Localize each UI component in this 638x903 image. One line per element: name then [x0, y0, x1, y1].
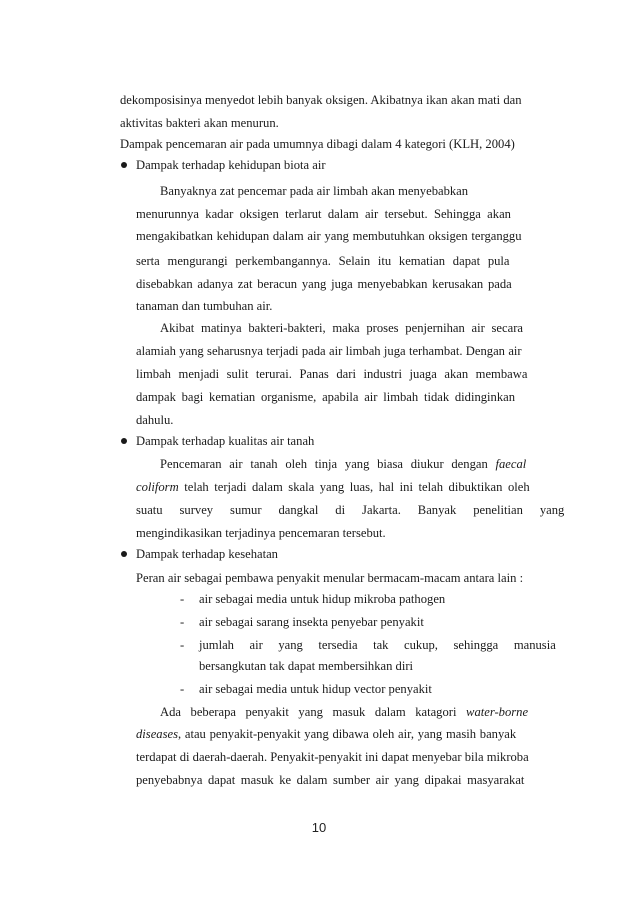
italic-term: diseases	[136, 727, 178, 741]
paragraph-line: penyebabnya dapat masuk ke dalam sumber air yang dipakai masyarakat	[136, 773, 525, 787]
bullet-heading: Dampak terhadap kehidupan biota air	[136, 158, 326, 172]
list-item-continuation: bersangkutan tak dapat membersihkan diri	[199, 659, 414, 673]
paragraph-line: suatu survey sumur dangkal di Jakarta. Banyak penelitian yang	[136, 503, 565, 517]
list-item: air sebagai media untuk hidup vector penyakit	[199, 682, 432, 696]
italic-term: coliform	[136, 480, 179, 494]
paragraph-line: tanaman dan tumbuhan air.	[136, 299, 273, 313]
bullet-icon	[121, 551, 127, 557]
paragraph-line: terdapat di daerah-daerah. Penyakit-penyakit ini dapat menyebar bila mikroba	[136, 750, 529, 764]
paragraph-line: aktivitas bakteri akan menurun.	[120, 116, 279, 130]
bullet-icon	[121, 162, 127, 168]
line-text: telah terjadi dalam skala yang luas, hal ini telah dibuktikan oleh	[184, 480, 530, 494]
italic-term: faecal	[495, 457, 527, 471]
bullet-heading: Dampak terhadap kualitas air tanah	[136, 434, 315, 448]
italic-term: water-borne	[466, 705, 529, 719]
paragraph-line: menurunnya kadar oksigen terlarut dalam air tersebut. Sehingga akan	[136, 207, 511, 221]
paragraph-line: dahulu.	[136, 413, 174, 427]
paragraph-line	[160, 456, 526, 472]
line-text: , atau penyakit-penyakit yang dibawa oleh air, yang masih banyak	[177, 727, 517, 741]
line-text: Pencemaran air tanah oleh tinja yang biasa diukur dengan	[160, 457, 488, 471]
page-number: 10	[311, 820, 327, 835]
bullet-icon	[121, 438, 127, 444]
paragraph-line: mengakibatkan kehidupan dalam air yang membutuhkan oksigen terganggu	[136, 229, 522, 243]
paragraph-line: limbah menjadi sulit terurai. Panas dari industri juaga akan membawa	[136, 367, 528, 381]
list-dash: -	[180, 638, 185, 652]
list-dash: -	[180, 592, 185, 606]
list-dash: -	[180, 615, 185, 629]
line-text: Banyaknya zat pencemar pada air limbah akan menyebabkan	[160, 184, 469, 198]
bullet-heading: Dampak terhadap kesehatan	[136, 547, 278, 561]
paragraph-line	[136, 726, 516, 742]
intro-line: Dampak pencemaran air pada umumnya dibagi dalam 4 kategori (KLH, 2004)	[120, 137, 515, 151]
list-item: air sebagai media untuk hidup mikroba pathogen	[199, 592, 446, 606]
paragraph-line: disebabkan adanya zat beracun yang juga menyebabkan kerusakan pada	[136, 277, 512, 291]
paragraph-line: mengindikasikan terjadinya pencemaran tersebut.	[136, 526, 386, 540]
paragraph-line: dampak bagi kematian organisme, apabila air limbah tidak didinginkan	[136, 390, 516, 404]
list-dash: -	[180, 682, 185, 696]
paragraph-line: Peran air sebagai pembawa penyakit menular bermacam-macam antara lain :	[136, 571, 524, 585]
paragraph-line	[136, 479, 530, 495]
list-item: jumlah air yang tersedia tak cukup, sehingga manusia	[199, 638, 556, 652]
paragraph-line: dekomposisinya menyedot lebih banyak oksigen. Akibatnya ikan akan mati dan	[120, 93, 522, 107]
paragraph-line: serta mengurangi perkembangannya. Selain itu kematian dapat pula	[136, 254, 510, 268]
list-item: air sebagai sarang insekta penyebar penyakit	[199, 615, 424, 629]
paragraph-line: Akibat matinya bakteri-bakteri, maka proses penjernihan air secara	[160, 321, 523, 335]
paragraph-line: alamiah yang seharusnya terjadi pada air limbah juga terhambat. Dengan air	[136, 344, 522, 358]
paragraph-line	[160, 704, 528, 720]
paragraph-line	[160, 183, 538, 199]
line-text: Ada beberapa penyakit yang masuk dalam katagori	[160, 705, 457, 719]
